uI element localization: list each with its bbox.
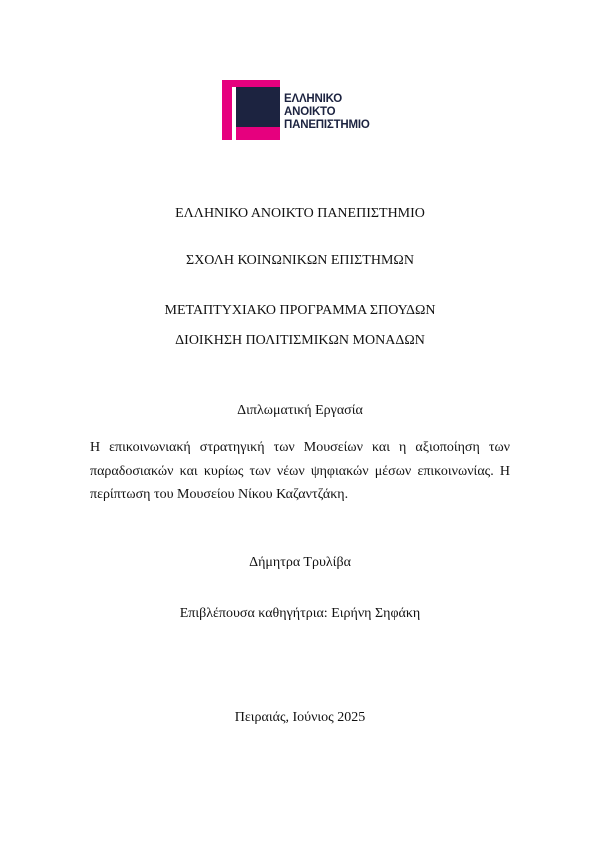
university-logo bbox=[222, 80, 382, 140]
logo-wordmark bbox=[284, 93, 384, 132]
author-name: Δήμητρα Τρυλίβα bbox=[249, 555, 351, 570]
program-label: ΜΕΤΑΠΤΥΧΙΑΚΟ ΠΡΟΓΡΑΜΜΑ ΣΠΟΥΔΩΝ bbox=[164, 303, 436, 318]
thesis-type: Διπλωματική Εργασία bbox=[237, 403, 363, 418]
place-date: Πειραιάς, Ιούνιος 2025 bbox=[234, 710, 366, 725]
logo-line-1: ΕΛΛΗΝΙΚΟ bbox=[284, 93, 342, 105]
supervisor: Επιβλέπουσα καθηγήτρια: Ειρήνη Σηφάκη bbox=[179, 606, 421, 621]
program-name: ΔΙΟΙΚΗΣΗ ΠΟΛΙΤΙΣΜΙΚΩΝ ΜΟΝΑΔΩΝ bbox=[175, 333, 425, 348]
logo-line-3: ΠΑΝΕΠΙΣΤΗΜΙΟ bbox=[284, 119, 370, 131]
logo-mark-icon bbox=[222, 80, 280, 140]
thesis-title: Η επικοινωνιακή στρατηγική των Μουσείων και η αξιοποίηση των παραδοσιακών και κυρίως των νέων ψηφιακών μέσων επικοινωνίας. Η περίπτωση του Μουσείου Νίκου Καζαντζάκη. bbox=[90, 440, 510, 502]
university-name: ΕΛΛΗΝΙΚΟ ΑΝΟΙΚΤΟ ΠΑΝΕΠΙΣΤΗΜΙΟ bbox=[175, 206, 425, 221]
school-name: ΣΧΟΛΗ ΚΟΙΝΩΝΙΚΩΝ ΕΠΙΣΤΗΜΩΝ bbox=[186, 253, 414, 268]
logo-line-2: ΑΝΟΙΚΤΟ bbox=[284, 106, 336, 118]
